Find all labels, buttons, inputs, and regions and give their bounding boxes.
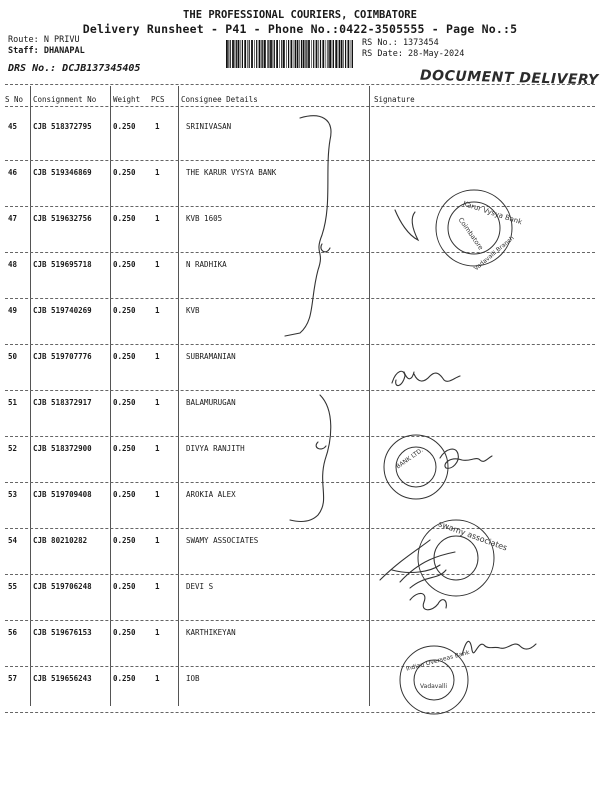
barcode-bar xyxy=(299,40,300,68)
column-divider xyxy=(369,86,370,706)
barcode-bar xyxy=(286,40,287,68)
signature-row55 xyxy=(410,593,446,609)
row-consignment-no: CJB 519695718 xyxy=(33,260,92,269)
barcode-bar xyxy=(335,40,337,68)
row-consignment-no: CJB 80210282 xyxy=(33,536,88,545)
iob-seal-text: Indian Overseas Bank xyxy=(405,648,471,673)
row-consignment-no: CJB 518372795 xyxy=(33,122,92,131)
signature-scribble xyxy=(316,442,326,449)
barcode-bar xyxy=(352,40,353,68)
row-weight: 0.250 xyxy=(113,444,136,453)
barcode-bar xyxy=(249,40,250,68)
barcode-bar xyxy=(283,40,285,68)
row-pcs: 1 xyxy=(155,168,160,177)
row-consignee: SUBRAMANIAN xyxy=(186,352,236,361)
staff-label: Staff: DHANAPAL xyxy=(8,46,85,56)
column-header-consignee: Consignee Details xyxy=(181,95,258,104)
header-divider xyxy=(5,106,595,107)
barcode-bar xyxy=(313,40,314,68)
signature-row56 xyxy=(462,641,536,655)
barcode-bar xyxy=(240,40,241,68)
column-header-signature: Signature xyxy=(374,95,415,104)
row-sno: 51 xyxy=(8,398,18,407)
signature-row50 xyxy=(392,371,460,385)
row-sno: 57 xyxy=(8,674,18,683)
row-pcs: 1 xyxy=(155,260,160,269)
barcode-bar xyxy=(311,40,312,68)
column-header-pcs: PCS xyxy=(151,95,165,104)
row-pcs: 1 xyxy=(155,398,160,407)
row-sno: 54 xyxy=(8,536,18,545)
barcode-bar xyxy=(226,40,228,68)
route-label: Route: N PRIVU xyxy=(8,35,80,45)
barcode-bar xyxy=(333,40,334,68)
row-divider xyxy=(5,344,595,345)
barcode-bar xyxy=(267,40,268,68)
iob-seal-subtext: Vadavalli xyxy=(420,683,448,690)
row-sno: 47 xyxy=(8,214,18,223)
row-divider xyxy=(5,390,595,391)
barcode-bar xyxy=(279,40,280,68)
row-pcs: 1 xyxy=(155,122,160,131)
kvb-seal-subtext: Coimbatore xyxy=(456,216,485,252)
bank-ltd-seal-inner xyxy=(396,447,436,487)
column-header-consignment: Consignment No xyxy=(33,95,97,104)
row-weight: 0.250 xyxy=(113,214,136,223)
barcode-bar xyxy=(276,40,278,68)
row-weight: 0.250 xyxy=(113,674,136,683)
barcode-bar xyxy=(326,40,327,68)
row-sno: 53 xyxy=(8,490,18,499)
barcode-bar xyxy=(348,40,350,68)
bank-ltd-seal-text: BANK LTD. xyxy=(394,446,425,471)
row-divider xyxy=(5,252,595,253)
column-header-sno: S No xyxy=(5,95,24,104)
barcode-bar xyxy=(261,40,262,68)
row-divider xyxy=(5,298,595,299)
barcode-bar xyxy=(262,40,263,68)
barcode-bar xyxy=(308,40,310,68)
barcode-bar xyxy=(259,40,261,68)
row-consignee: AROKIA ALEX xyxy=(186,490,236,499)
barcode-bar xyxy=(329,40,331,68)
row-pcs: 1 xyxy=(155,352,160,361)
row-weight: 0.250 xyxy=(113,536,136,545)
barcode xyxy=(226,40,354,68)
barcode-bar xyxy=(343,40,344,68)
row-weight: 0.250 xyxy=(113,628,136,637)
row-pcs: 1 xyxy=(155,628,160,637)
barcode-bar xyxy=(294,40,295,68)
row-consignee: DEVI S xyxy=(186,582,214,591)
long-signature-1 xyxy=(285,116,331,336)
barcode-bar xyxy=(242,40,243,68)
row-consignment-no: CJB 519709408 xyxy=(33,490,92,499)
row-divider xyxy=(5,528,595,529)
barcode-bar xyxy=(235,40,236,68)
signature-row54 xyxy=(380,540,455,588)
row-divider xyxy=(5,436,595,437)
row-pcs: 1 xyxy=(155,214,160,223)
barcode-bar xyxy=(301,40,302,68)
row-divider xyxy=(5,482,595,483)
row-weight: 0.250 xyxy=(113,260,136,269)
barcode-bar xyxy=(238,40,240,68)
barcode-bar xyxy=(291,40,293,68)
column-divider xyxy=(178,86,179,706)
row-pcs: 1 xyxy=(155,536,160,545)
barcode-bar xyxy=(341,40,343,68)
barcode-bar xyxy=(338,40,339,68)
barcode-bar xyxy=(228,40,229,68)
row-consignment-no: CJB 518372917 xyxy=(33,398,92,407)
column-divider xyxy=(30,86,31,706)
barcode-bar xyxy=(295,40,296,68)
barcode-bar xyxy=(247,40,248,68)
row-consignee: KVB 1605 xyxy=(186,214,223,223)
barcode-bar xyxy=(339,40,340,68)
barcode-bar xyxy=(305,40,306,68)
document-delivery-stamp: DOCUMENT DELIVERY xyxy=(419,67,599,89)
barcode-bar xyxy=(236,40,237,68)
row-sno: 45 xyxy=(8,122,18,131)
row-consignee: THE KARUR VYSYA BANK xyxy=(186,168,277,177)
row-consignee: KVB xyxy=(186,306,200,315)
iob-seal xyxy=(400,646,468,714)
barcode-bar xyxy=(230,40,231,68)
barcode-bar xyxy=(281,40,282,68)
rs-date: RS Date: 28-May-2024 xyxy=(362,49,465,59)
row-weight: 0.250 xyxy=(113,582,136,591)
barcode-bar xyxy=(303,40,305,68)
kvb-seal-branch: Vadavalli Branch xyxy=(472,234,516,273)
kvb-seal-text: Karur Vysya Bank xyxy=(461,199,524,227)
barcode-bar xyxy=(288,40,289,68)
barcode-bar xyxy=(297,40,299,68)
row-consignee: DIVYA RANJITH xyxy=(186,444,245,453)
barcode-bar xyxy=(274,40,275,68)
column-header-weight: Weight xyxy=(113,95,141,104)
barcode-bar xyxy=(254,40,255,68)
swamy-seal-text: swamy associates xyxy=(437,519,509,553)
row-consignment-no: CJB 518372900 xyxy=(33,444,92,453)
row-sno: 50 xyxy=(8,352,18,361)
row-pcs: 1 xyxy=(155,306,160,315)
row-divider xyxy=(5,620,595,621)
row-consignment-no: CJB 519676153 xyxy=(33,628,92,637)
barcode-bar xyxy=(345,40,346,68)
barcode-bar xyxy=(327,40,328,68)
row-consignee: IOB xyxy=(186,674,200,683)
runsheet-subtitle: Delivery Runsheet - P41 - Phone No.:0422-3505555 - Page No.:5 xyxy=(82,22,518,36)
kvb-seal-inner xyxy=(448,202,500,254)
tick-mark xyxy=(395,210,418,240)
barcode-bar xyxy=(244,40,246,68)
signature-row52 xyxy=(440,449,492,468)
row-sno: 49 xyxy=(8,306,18,315)
row-sno: 52 xyxy=(8,444,18,453)
barcode-bar xyxy=(316,40,318,68)
row-consignment-no: CJB 519632756 xyxy=(33,214,92,223)
row-divider xyxy=(5,574,595,575)
header-divider-top xyxy=(5,84,595,85)
barcode-bar xyxy=(322,40,324,68)
row-sno: 56 xyxy=(8,628,18,637)
row-consignee: SRINIVASAN xyxy=(186,122,232,131)
row-weight: 0.250 xyxy=(113,490,136,499)
swamy-seal xyxy=(418,520,494,596)
row-sno: 48 xyxy=(8,260,18,269)
row-sno: 55 xyxy=(8,582,18,591)
row-weight: 0.250 xyxy=(113,306,136,315)
kvb-seal xyxy=(436,190,512,266)
barcode-bar xyxy=(270,40,272,68)
row-weight: 0.250 xyxy=(113,168,136,177)
signature-scribble xyxy=(321,244,330,252)
row-pcs: 1 xyxy=(155,582,160,591)
rs-number: RS No.: 1373454 xyxy=(362,38,439,48)
runsheet-title: THE PROFESSIONAL COURIERS, COIMBATORE xyxy=(183,9,417,21)
row-divider xyxy=(5,712,595,713)
row-pcs: 1 xyxy=(155,444,160,453)
barcode-bar xyxy=(256,40,257,68)
barcode-bar xyxy=(273,40,274,68)
row-pcs: 1 xyxy=(155,490,160,499)
barcode-bar xyxy=(306,40,307,68)
row-weight: 0.250 xyxy=(113,352,136,361)
barcode-bar xyxy=(318,40,319,68)
row-consignment-no: CJB 519706248 xyxy=(33,582,92,591)
row-consignee: SWAMY ASSOCIATES xyxy=(186,536,259,545)
long-signature-2 xyxy=(290,395,331,521)
bank-ltd-seal xyxy=(384,435,448,499)
row-pcs: 1 xyxy=(155,674,160,683)
row-sno: 46 xyxy=(8,168,18,177)
row-consignee: KARTHIKEYAN xyxy=(186,628,236,637)
barcode-bar xyxy=(268,40,269,68)
barcode-bar xyxy=(251,40,253,68)
row-divider xyxy=(5,160,595,161)
row-consignment-no: CJB 519707776 xyxy=(33,352,92,361)
row-weight: 0.250 xyxy=(113,122,136,131)
row-consignment-no: CJB 519740269 xyxy=(33,306,92,315)
barcode-bar xyxy=(264,40,266,68)
row-consignment-no: CJB 519656243 xyxy=(33,674,92,683)
barcode-bar xyxy=(332,40,333,68)
barcode-bar xyxy=(320,40,321,68)
barcode-bar xyxy=(232,40,234,68)
drs-number: DRS No.: DCJB137345405 xyxy=(8,63,141,74)
row-consignee: N RADHIKA xyxy=(186,260,227,269)
column-divider xyxy=(110,86,111,706)
row-consignment-no: CJB 519346869 xyxy=(33,168,92,177)
row-divider xyxy=(5,206,595,207)
barcode-bar xyxy=(351,40,352,68)
row-weight: 0.250 xyxy=(113,398,136,407)
row-divider xyxy=(5,666,595,667)
row-consignee: BALAMURUGAN xyxy=(186,398,236,407)
